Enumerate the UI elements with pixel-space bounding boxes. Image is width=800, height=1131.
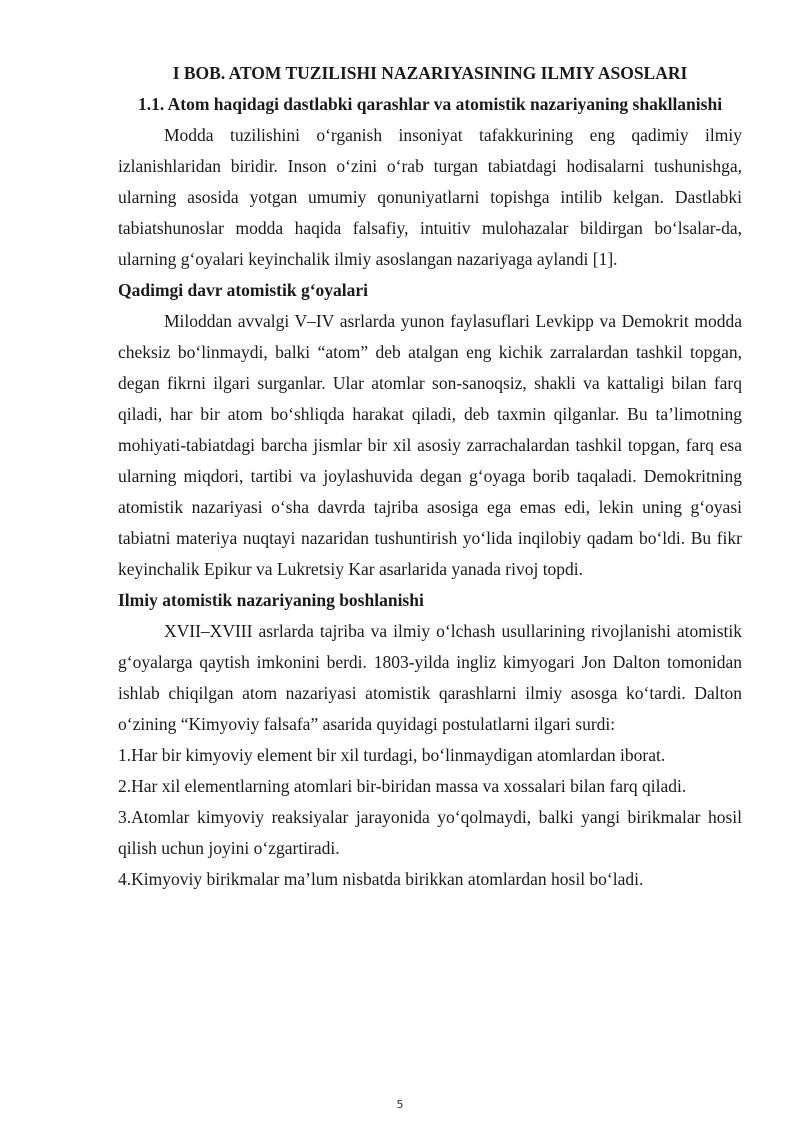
postulate-item: 2.Har xil elementlarning atomlari bir-biridan massa va xossalari bilan farq qiladi. bbox=[118, 776, 687, 796]
document-page bbox=[118, 58, 742, 895]
section-title: 1.1. Atom haqidagi dastlabki qarashlar va atomistik nazariyaning shakllanishi bbox=[137, 94, 723, 114]
postulate-item: 4.Kimyoviy birikmalar ma’lum nisbatda birikkan atomlardan hosil bo‘ladi. bbox=[118, 869, 644, 889]
postulate-item: 1.Har bir kimyoviy element bir xil turdagi, bo‘linmaydigan atomlardan iborat. bbox=[118, 745, 666, 765]
intro-paragraph: Modda tuzilishini o‘rganish insoniyat tafakkurining eng qadimiy ilmiy izlanishlaridan biridir. Inson o‘zini o‘rab turgan tabiatdagi hodisalarni tushunishga, ularning asosida yotgan umumiy qonuniyatlarni topishga intilib kelgan. Dastlabki tabiatshunoslar modda haqida falsafiy, intuitiv mulohazalar bildirgan bo‘lsalar-da, ularning g‘oyalari keyinchalik ilmiy asoslangan nazariyaga aylandi [1]. bbox=[118, 125, 742, 269]
scientific-theory-paragraph: XVII–XVIII asrlarda tajriba va ilmiy o‘lchash usullarining rivojlanishi atomistik g‘oyalarga qaytish imkonini berdi. 1803-yilda ingliz kimyogari Jon Dalton tomonidan ishlab chiqilgan atom nazariyasi atomistik qarashlarni ilmiy asosga ko‘tardi. Dalton o‘zining “Kimyoviy falsafa” asarida quyidagi postulatlarni ilgari surdi: bbox=[118, 621, 742, 734]
heading-ancient-ideas: Qadimgi davr atomistik g‘oyalari bbox=[118, 280, 369, 300]
chapter-title: I BOB. ATOM TUZILISHI NAZARIYASINING ILMIY ASOSLARI bbox=[172, 63, 688, 83]
heading-scientific-theory: Ilmiy atomistik nazariyaning boshlanishi bbox=[118, 590, 424, 610]
postulate-item: 3.Atomlar kimyoviy reaksiyalar jarayonida yo‘qolmaydi, balki yangi birikmalar hosil qilish uchun joyini o‘zgartiradi. bbox=[118, 807, 742, 858]
page-number: 5 bbox=[396, 1098, 404, 1111]
ancient-ideas-paragraph: Miloddan avvalgi V–IV asrlarda yunon faylasuflari Levkipp va Demokrit modda cheksiz bo‘linmaydi, balki “atom” deb atalgan eng kichik zarralardan tashkil topgan, degan fikrni ilgari surganlar. Ular atomlar son-sanoqsiz, shakli va kattaligi bilan farq qiladi, har bir atom bo‘shliqda harakat qiladi, deb taxmin qilganlar. Bu ta’limotning mohiyati-tabiatdagi barcha jismlar bir xil asosiy zarrachalardan tashkil topgan, farq esa ularning miqdori, tartibi va joylashuvida degan g‘oyaga borib taqaladi. Demokritning atomistik nazariyasi o‘sha davrda tajriba asosiga ega emas edi, lekin uning g‘oyasi tabiatni materiya nuqtayi nazaridan tushuntirish yo‘lida inqilobiy qadam bo‘ldi. Bu fikr keyinchalik Epikur va Lukretsiy Kar asarlarida yanada rivoj topdi. bbox=[118, 311, 742, 579]
